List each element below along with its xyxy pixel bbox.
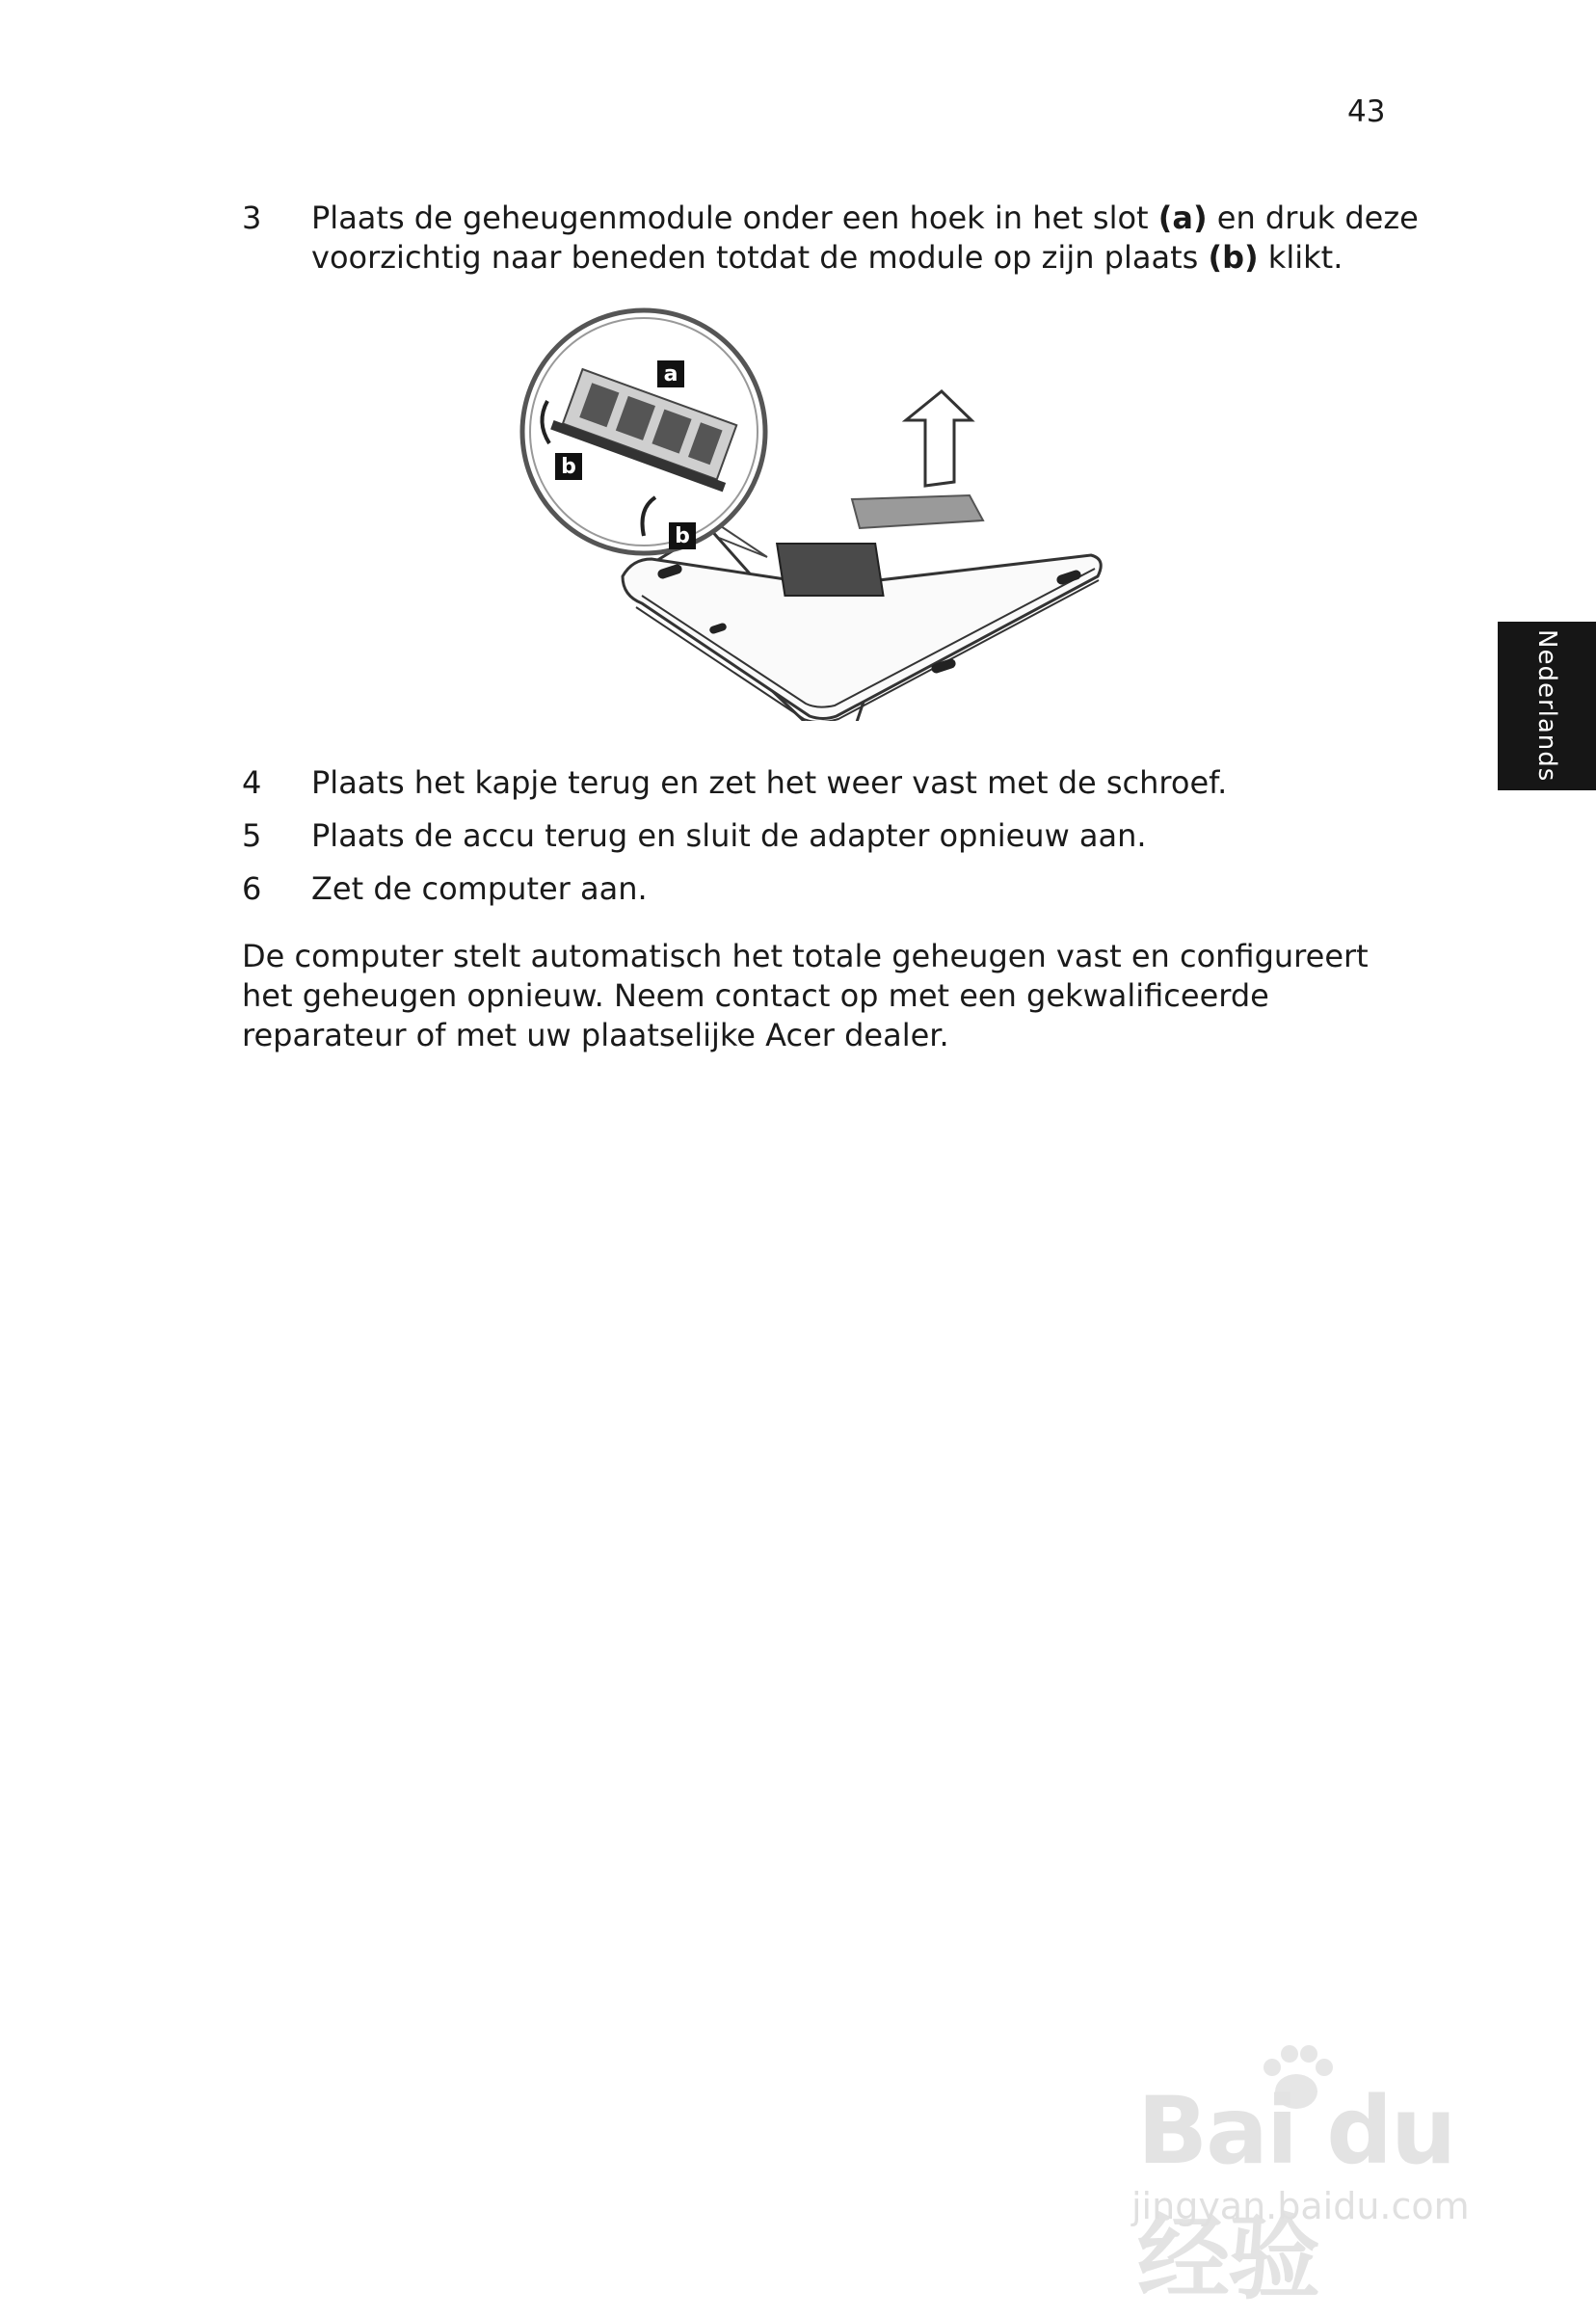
up-arrow-icon: [906, 391, 971, 486]
label-b: b: [675, 524, 690, 548]
watermark-url: jingyan.baidu.com: [1131, 2185, 1470, 2227]
label-a: a: [663, 362, 678, 386]
step-number: 6: [242, 870, 262, 907]
watermark: [1108, 2038, 1513, 2312]
language-tab-label: Nederlands: [1532, 629, 1561, 783]
step-text: Zet de computer aan.: [311, 870, 648, 907]
hdd-cover: [771, 544, 889, 596]
memory-cover: [852, 495, 983, 528]
step-number: 3: [242, 200, 262, 236]
step-4: [242, 763, 1427, 803]
callout-b: (b): [1208, 239, 1259, 276]
step-3: [242, 199, 1427, 278]
memory-install-illustration: [517, 306, 1106, 721]
step-5: [242, 816, 1427, 856]
step-number: 5: [242, 817, 262, 854]
step-6: [242, 869, 1427, 909]
step-text-part: Plaats de geheugenmodule onder een hoek in het slot: [311, 200, 1158, 236]
step-text: [311, 199, 1427, 278]
step-text-part: klikt.: [1258, 239, 1343, 276]
step-text-part: en druk deze voorzichtig naar beneden totdat de module op zijn plaats: [311, 200, 1419, 276]
step-text: Plaats het kapje terug en zet het weer vast met de schroef.: [311, 764, 1228, 801]
summary-paragraph: De computer stelt automatisch het totale geheugen vast en configureert het geheugen opnieuw. Neem contact op met een gekwalificeerde reparateur of met uw plaatselijke Acer dealer.: [242, 938, 1369, 1053]
page-number: 43: [1347, 94, 1386, 129]
watermark-brand: Bai du 经验: [1137, 2077, 1455, 2312]
callout-a: (a): [1157, 200, 1208, 236]
zoom-callout: [522, 310, 765, 553]
step-text: Plaats de accu terug en sluit de adapter opnieuw aan.: [311, 817, 1147, 854]
label-b: b: [561, 455, 576, 479]
language-tab: [1498, 622, 1596, 790]
step-number: 4: [242, 764, 262, 801]
